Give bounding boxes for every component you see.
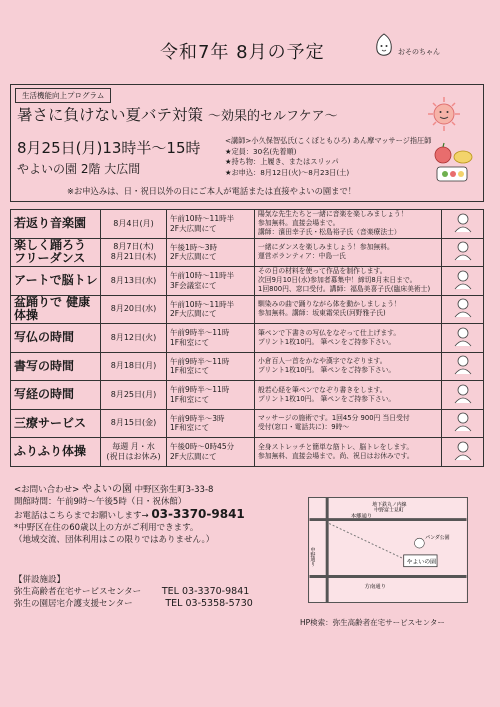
schedule-time bbox=[167, 409, 255, 438]
program-note: ※お申込みは、日・祝日以外の日にご本人が電話または直接やよいの園まで！ bbox=[67, 186, 357, 196]
music-notes-icon bbox=[442, 210, 484, 239]
related-item-name: 弥生高齢者在宅サービスセンター bbox=[14, 587, 142, 597]
schedule-date-line: 8月21日(木) bbox=[110, 252, 157, 262]
schedule-time-line: 2F大広間にて bbox=[170, 252, 217, 262]
schedule-time-line: 2F大広間にて bbox=[170, 451, 217, 461]
program-detail-line: ★定員：30名(先着順) bbox=[225, 146, 297, 156]
schedule-time bbox=[167, 381, 255, 410]
map-label: 本郷通り bbox=[350, 513, 373, 520]
dancing-people-icon bbox=[442, 238, 484, 267]
access-map bbox=[308, 497, 468, 603]
program-title bbox=[17, 103, 338, 125]
schedule-description bbox=[255, 210, 442, 239]
contact-phone-lead: お電話はこちらまでお願いします→ bbox=[14, 511, 149, 521]
exercise-icon bbox=[442, 438, 484, 467]
schedule-description-line: 運営ボランティア：中島一氏 bbox=[258, 252, 346, 261]
sutra-scroll-icon bbox=[442, 381, 484, 410]
schedule-description-line: 次回9月10日(水)参加者募集中！締切8月末日まで。 bbox=[258, 276, 417, 285]
schedule-time bbox=[167, 352, 255, 381]
schedule-time-line: 1F和室にて bbox=[170, 394, 210, 404]
schedule-date-line: 8月4日(月) bbox=[113, 218, 154, 228]
schedule-activity-name: 三療サービス bbox=[11, 409, 101, 438]
schedule-time-line: 午前9時半～3時 bbox=[170, 413, 225, 423]
map-label: やよいの園 bbox=[406, 559, 437, 566]
schedule-date bbox=[101, 409, 167, 438]
schedule-date bbox=[101, 324, 167, 353]
bon-odori-icon bbox=[442, 295, 484, 324]
schedule-description bbox=[255, 238, 442, 267]
schedule-row bbox=[11, 409, 484, 438]
schedule-date-line: 8月12日(火) bbox=[110, 332, 157, 342]
program-date: 8月25日(月)13時半～15時 bbox=[17, 139, 201, 157]
sun-icon bbox=[419, 95, 469, 133]
schedule-date-line: 8月20日(水) bbox=[110, 304, 157, 314]
schedule-date bbox=[101, 238, 167, 267]
schedule-description-line: 筆ペンで下書きの写仏をなぞって仕上げます。 bbox=[258, 328, 401, 337]
schedule-table bbox=[10, 209, 484, 467]
schedule-description bbox=[255, 438, 442, 467]
schedule-time-line: 午後1時～3時 bbox=[170, 242, 218, 252]
schedule-time-line: 午前10時～11時半 bbox=[170, 271, 235, 281]
massage-icon bbox=[442, 409, 484, 438]
schedule-description-line: 一緒にダンスを楽しみましょう！参加無料。 bbox=[258, 243, 394, 252]
schedule-date bbox=[101, 267, 167, 296]
schedule-description-line: 参加無料。講師：坂東霜栄氏(河野雅子氏) bbox=[258, 309, 386, 318]
schedule-activity-name: アートで脳トレ bbox=[11, 267, 101, 296]
schedule-description-line: 全身ストレッチと簡単な筋トレ、脳トレをします。 bbox=[258, 442, 414, 451]
schedule-description bbox=[255, 409, 442, 438]
contact-heading bbox=[14, 484, 306, 496]
related-item-tel[interactable]: TEL 03-3370-9841 bbox=[161, 586, 250, 597]
schedule-row bbox=[11, 295, 484, 324]
schedule-description bbox=[255, 381, 442, 410]
schedule-time-line: 午前9時半～11時 bbox=[170, 328, 230, 338]
map-label: 方南通り bbox=[364, 584, 386, 591]
contact-note: *中野区在住の60歳以上の方がご利用できます。 bbox=[14, 523, 199, 533]
schedule-activity-name: ふりふり体操 bbox=[11, 438, 101, 467]
schedule-time-line: 2F大広間にて bbox=[170, 223, 217, 233]
related-facilities bbox=[14, 574, 314, 610]
contact-address: 中野区弥生町3-33-8 bbox=[134, 485, 214, 495]
schedule-time bbox=[167, 324, 255, 353]
contact-section bbox=[14, 484, 306, 546]
schedule-date-line: 8月25日(月) bbox=[110, 389, 157, 399]
schedule-description-line: 講師：濱田幸子氏・松島裕子氏（音楽療法士） bbox=[258, 228, 401, 237]
schedule-time-line: 1F和室にて bbox=[170, 366, 210, 376]
schedule-description bbox=[255, 295, 442, 324]
schedule-time-line: 1F和室にて bbox=[170, 337, 210, 347]
map-label: 地下鉄丸ノ内線 bbox=[372, 501, 407, 508]
schedule-description-line: 般若心経を筆ペンでなぞり書きをします。 bbox=[258, 385, 387, 394]
program-place: やよいの園 2階 大広間 bbox=[17, 162, 141, 176]
program-detail-line: <講師>小久保智弘氏(こくぼともひろ) あん摩マッサージ指圧師 bbox=[225, 136, 432, 145]
healthy-food-illustration bbox=[429, 141, 479, 185]
schedule-time-line: 2F大広間にて bbox=[170, 309, 217, 319]
schedule-description-line: 陽気な先生たちと一緒に音楽を楽しみましょう！ bbox=[258, 210, 408, 219]
schedule-activity-name: 盆踊りで 健康体操 bbox=[11, 295, 101, 324]
schedule-row bbox=[11, 267, 484, 296]
schedule-description-line: 参加無料、直接会場まで。尚、祝日はお休みです。 bbox=[258, 451, 414, 460]
schedule-date-line: (祝日はお休み) bbox=[106, 451, 161, 461]
map-label: 中野通り bbox=[309, 547, 316, 567]
schedule-date bbox=[101, 352, 167, 381]
schedule-date-line: 8月18日(月) bbox=[110, 361, 157, 371]
schedule-row bbox=[11, 238, 484, 267]
contact-hours: 開館時間：午前9時～午後5時（日・祝休館） bbox=[14, 497, 187, 507]
program-detail-line: ★持ち物：上履き、またはスリッパ bbox=[225, 157, 339, 166]
schedule-description-line: 受付(窓口・電話共に)：9時～ bbox=[258, 423, 350, 432]
mascot-label: おそのちゃん bbox=[398, 48, 440, 56]
schedule-date-line: 毎週 月・水 bbox=[112, 441, 155, 451]
related-item bbox=[14, 586, 314, 598]
page-title: 令和7年 8月の予定 bbox=[160, 42, 325, 63]
schedule-description bbox=[255, 267, 442, 296]
schedule-description-line: プリント1枚10円。 筆ペンをご持参下さい。 bbox=[258, 394, 396, 403]
schedule-time-line: 午前10時～11時半 bbox=[170, 214, 235, 224]
header bbox=[0, 38, 500, 68]
schedule-description-line: プリント1枚10円。 筆ペンをご持参下さい。 bbox=[258, 337, 396, 346]
schedule-time bbox=[167, 295, 255, 324]
schedule-time bbox=[167, 438, 255, 467]
schedule-time bbox=[167, 210, 255, 239]
related-item-tel[interactable]: TEL 03-5358-5730 bbox=[165, 598, 253, 609]
buddha-drawing-icon bbox=[442, 324, 484, 353]
hp-search-note: HP検索：弥生高齢者在宅サービスセンター bbox=[300, 618, 445, 627]
schedule-date-line: 8月15日(金) bbox=[110, 418, 157, 428]
contact-org: やよいの園 bbox=[81, 484, 132, 495]
contact-heading-prefix: <お問い合わせ> bbox=[14, 485, 80, 495]
schedule-activity-name: 若返り音楽園 bbox=[11, 210, 101, 239]
contact-phone[interactable]: 03-3370-9841 bbox=[151, 507, 245, 521]
schedule-date-line: 8月7日(木) bbox=[113, 242, 154, 252]
schedule-row bbox=[11, 438, 484, 467]
schedule-date bbox=[101, 295, 167, 324]
schedule-activity-name: 写仏の時間 bbox=[11, 324, 101, 353]
schedule-description-line: 参加無料。直接会場まで。 bbox=[258, 219, 340, 228]
schedule-time bbox=[167, 267, 255, 296]
contact-note: （地域交流、団体利用はこの限りではありません。） bbox=[14, 535, 215, 545]
map-label: 中野富士見町 bbox=[374, 507, 404, 514]
schedule-row bbox=[11, 210, 484, 239]
schedule-date bbox=[101, 438, 167, 467]
schedule-description-line: マッサージの施術です。1回45分 900円 当日受付 bbox=[258, 414, 410, 423]
calligraphy-brush-icon bbox=[442, 352, 484, 381]
schedule-activity-name: 楽しく踊ろう フリーダンス bbox=[11, 238, 101, 267]
map-label: パンダ公園 bbox=[425, 535, 450, 542]
schedule-row bbox=[11, 324, 484, 353]
schedule-description bbox=[255, 324, 442, 353]
schedule-time bbox=[167, 238, 255, 267]
program-details bbox=[225, 136, 431, 178]
art-palette-icon bbox=[442, 267, 484, 296]
schedule-description-line: 小倉百人一首をかなや漢字でなぞります。 bbox=[258, 357, 387, 366]
schedule-time-line: 午前9時半～11時 bbox=[170, 356, 230, 366]
related-item bbox=[14, 598, 314, 610]
schedule-description-line: プリント1枚10円。 筆ペンをご持参下さい。 bbox=[258, 366, 396, 375]
schedule-time-line: 午前9時半～11時 bbox=[170, 385, 230, 395]
schedule-activity-name: 写経の時間 bbox=[11, 381, 101, 410]
schedule-activity-name: 書写の時間 bbox=[11, 352, 101, 381]
schedule-time-line: 午前10時～11時半 bbox=[170, 299, 235, 309]
schedule-date bbox=[101, 210, 167, 239]
related-heading: 【併設施設】 bbox=[14, 575, 66, 585]
schedule-description-line: その日の材料を使って作品を制作します。 bbox=[258, 267, 387, 276]
related-item-name: 弥生の園居宅介護支援センター bbox=[14, 599, 133, 609]
schedule-description-line: 馴染みの曲で踊りながら体を動かしましょう！ bbox=[258, 300, 401, 309]
feature-program-box bbox=[10, 84, 484, 202]
program-subtitle: ～効果的セルフケア～ bbox=[207, 109, 338, 124]
schedule-time-line: 1F和室にて bbox=[170, 423, 210, 433]
schedule-time-line: 3F会議室にて bbox=[170, 280, 217, 290]
schedule-row bbox=[11, 352, 484, 381]
schedule-description-line: 1回800円、窓口受付。講師：福島美喜子氏(臨床美術士) bbox=[258, 285, 431, 294]
program-title-main: 暑さに負けない夏バテ対策 bbox=[17, 106, 204, 124]
schedule-time-line: 午後0時～0時45分 bbox=[170, 442, 235, 452]
schedule-date-line: 8月13日(水) bbox=[110, 275, 157, 285]
mascot-icon bbox=[372, 32, 396, 62]
program-tag: 生活機能向上プログラム bbox=[15, 88, 111, 103]
program-detail-line: ★お申込：8月12日(火)～8月23日(土) bbox=[225, 167, 350, 177]
schedule-description bbox=[255, 352, 442, 381]
schedule-date bbox=[101, 381, 167, 410]
schedule-row bbox=[11, 381, 484, 410]
contact-phone-line bbox=[14, 508, 306, 522]
